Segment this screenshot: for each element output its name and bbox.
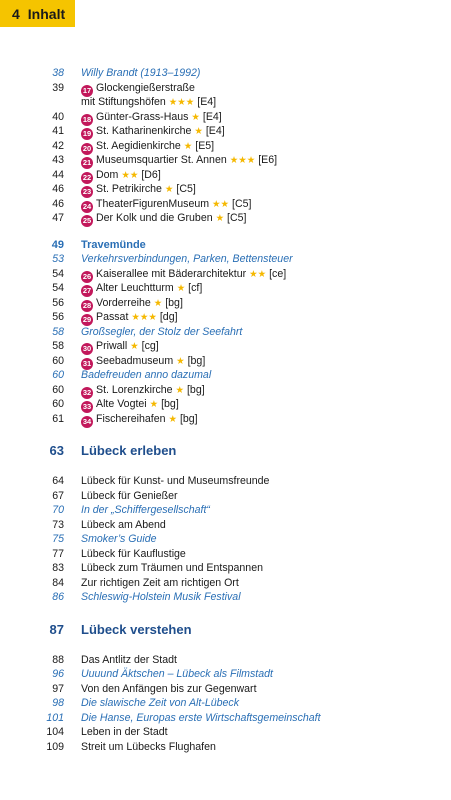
toc-entry[interactable] [0, 561, 451, 576]
entry-text [81, 238, 146, 253]
entry-title: mit Stiftungshöfen [81, 96, 166, 108]
entry-text [81, 667, 273, 682]
entry-title: Lübeck für Genießer [81, 489, 178, 502]
rating-stars: ★ [183, 140, 193, 152]
sight-number-badge: 23 [82, 187, 92, 196]
toc-feature-entry[interactable] [0, 66, 451, 81]
entry-text [81, 653, 177, 668]
entry-text [81, 66, 200, 81]
toc-feature-entry[interactable] [0, 368, 451, 383]
entry-title: Lübeck am Abend [81, 518, 166, 531]
page-ref: 53 [52, 253, 64, 265]
entry-title: Verkehrsverbindungen, Parken, Bettensteuer [81, 253, 293, 265]
sight-number-badge: 32 [82, 387, 92, 397]
page-ref: 73 [52, 518, 64, 531]
page-ref: 60 [52, 383, 64, 396]
entry-text [81, 95, 216, 111]
entry-title: St. Katharinenkirche [96, 125, 192, 137]
map-grid-ref: [bg] [179, 412, 198, 425]
toc-entry[interactable] [0, 412, 451, 427]
page-ref: 47 [52, 212, 64, 224]
spacer [0, 605, 451, 619]
toc-entry[interactable] [0, 95, 451, 110]
entry-title: Lübeck für Kauflustige [81, 547, 186, 560]
entry-title: Uuuund Äktschen – Lübeck als Filmstadt [81, 668, 273, 680]
sight-number-badge: 22 [82, 172, 92, 182]
page-ref: 101 [46, 711, 64, 724]
page-ref: 77 [52, 547, 64, 560]
map-grid-ref: [ce] [269, 267, 287, 280]
entry-title: Museumsquartier St. Annen [96, 154, 227, 166]
toc-section-heading[interactable] [0, 440, 451, 462]
rating-stars: ★★★ [229, 155, 256, 166]
page-ref: 88 [52, 653, 64, 666]
entry-text [81, 547, 186, 562]
entry-text [81, 590, 241, 605]
entry-title: Zur richtigen Zeit am richtigen Ort [81, 576, 239, 589]
page-ref: 86 [52, 591, 64, 603]
entry-text [81, 682, 257, 697]
map-grid-ref: [E4] [197, 96, 217, 108]
entry-text [81, 576, 239, 591]
rating-stars: ★ [194, 126, 203, 137]
page-ref: 84 [52, 576, 64, 589]
entry-title: Kaiserallee mit Bäderarchitektur [96, 267, 247, 280]
entry-text [81, 619, 192, 641]
sight-number-badge: 30 [82, 344, 92, 353]
map-grid-ref: [D6] [141, 168, 161, 181]
page-ref: 54 [52, 282, 64, 294]
sight-number-badge: 24 [82, 201, 92, 211]
map-grid-ref: [bg] [165, 296, 183, 309]
entry-title: Lübeck erleben [81, 443, 177, 458]
map-grid-ref: [E5] [195, 139, 215, 152]
toc-subsection[interactable] [0, 238, 451, 253]
rating-stars: ★★ [121, 169, 139, 181]
rating-stars: ★ [149, 399, 159, 410]
entry-text [81, 325, 242, 340]
entry-title: St. Lorenzkirche [96, 383, 173, 396]
toc-feature-entry[interactable] [0, 590, 451, 605]
map-grid-ref: [cf] [188, 282, 203, 294]
rating-stars: ★ [176, 355, 185, 367]
entry-title: Fischereihafen [96, 412, 166, 425]
page-ref: 61 [52, 412, 64, 425]
sight-number-badge: 27 [82, 286, 92, 295]
page-ref: 60 [52, 398, 64, 410]
toc-entry[interactable] [0, 81, 451, 96]
entry-title: Lübeck verstehen [81, 621, 192, 637]
entry-title: TheaterFigurenMuseum [96, 197, 210, 210]
entry-title: Badefreuden anno dazumal [81, 369, 212, 381]
entry-text [81, 211, 246, 227]
entry-title: Seebadmuseum [96, 354, 174, 367]
table-of-contents [0, 66, 451, 754]
entry-title: Streit um Lübecks Flughafen [81, 740, 216, 753]
toc-section-heading[interactable] [0, 619, 451, 641]
rating-stars: ★ [191, 111, 200, 123]
page-number: 4 [0, 0, 26, 27]
page-ref: 97 [52, 682, 64, 695]
page-ref: 98 [52, 697, 64, 709]
entry-text [81, 503, 210, 518]
entry-text [81, 725, 168, 740]
entry-title: Passat [96, 311, 129, 323]
page-ref: 39 [52, 81, 64, 94]
toc-entry[interactable] [0, 397, 451, 412]
entry-text [81, 440, 176, 462]
entry-title: Lübeck für Kunst- und Museumsfreunde [81, 475, 270, 487]
toc-feature-entry[interactable] [0, 667, 451, 682]
page-ref: 109 [46, 740, 64, 753]
sight-number-badge: 34 [82, 416, 92, 426]
toc-entry[interactable] [0, 547, 451, 562]
entry-title: Vorderreihe [96, 296, 151, 309]
page-ref: 104 [46, 726, 64, 738]
sight-number-badge: 33 [82, 402, 92, 411]
toc-entry[interactable] [0, 267, 451, 282]
page-ref: 44 [52, 168, 64, 181]
entry-title: Alter Leuchtturm [96, 282, 174, 294]
entry-text [81, 696, 239, 711]
map-grid-ref: [E6] [258, 154, 278, 166]
page-ref: 46 [52, 183, 64, 195]
entry-title: Lübeck zum Träumen und Entspannen [81, 562, 263, 574]
rating-stars: ★ [215, 213, 225, 224]
map-grid-ref: [bg] [187, 354, 206, 367]
page-ref: 58 [52, 340, 64, 352]
entry-title: Willy Brandt (1913–1992) [81, 67, 201, 79]
entry-title: Alte Vogtei [96, 398, 147, 410]
page-ref: 87 [49, 621, 64, 637]
page-ref: 56 [52, 296, 64, 309]
toc-entry[interactable] [0, 168, 451, 183]
map-grid-ref: [E4] [205, 125, 225, 137]
rating-stars: ★ [153, 297, 163, 309]
entry-text [81, 474, 269, 489]
page-ref: 60 [52, 369, 64, 381]
toc-feature-entry[interactable] [0, 325, 451, 340]
spacer [0, 462, 451, 474]
rating-stars: ★ [175, 384, 185, 396]
map-grid-ref: [E4] [202, 110, 222, 123]
map-grid-ref: [cg] [141, 340, 159, 352]
sight-number-badge: 18 [82, 114, 92, 124]
page-ref: 58 [52, 325, 64, 338]
rating-stars: ★ [130, 341, 139, 352]
rating-stars: ★★ [212, 198, 230, 210]
page-ref: 49 [51, 238, 64, 251]
sight-number-badge: 20 [82, 143, 92, 153]
toc-entry[interactable] [0, 281, 451, 296]
sight-number-badge: 19 [82, 129, 92, 138]
page-ref: 56 [52, 311, 64, 323]
page-ref: 67 [52, 489, 64, 502]
entry-title: In der „Schiffergesellschaft“ [81, 504, 210, 516]
page-ref: 83 [52, 562, 64, 574]
entry-title: Priwall [96, 340, 128, 352]
entry-text [81, 368, 211, 383]
toc-entry[interactable] [0, 740, 451, 755]
entry-text [81, 412, 198, 428]
map-grid-ref: [bg] [186, 383, 205, 396]
entry-text [81, 518, 166, 533]
sight-number-badge: 26 [82, 271, 92, 281]
page-ref: 60 [52, 354, 64, 367]
page-ref: 54 [52, 267, 64, 280]
sight-number-badge: 29 [82, 315, 92, 324]
toc-entry[interactable] [0, 211, 451, 226]
page-title: Inhalt [26, 0, 75, 27]
sight-number-badge: 17 [82, 85, 92, 95]
entry-text [81, 711, 321, 726]
toc-feature-entry[interactable] [0, 696, 451, 711]
entry-title: St. Petrikirche [96, 183, 162, 195]
toc-entry[interactable] [0, 653, 451, 668]
sight-number-badge: 31 [82, 358, 92, 368]
page-ref: 46 [52, 197, 64, 210]
entry-title: St. Aegidienkirche [96, 139, 181, 152]
entry-title: Leben in der Stadt [81, 726, 168, 738]
spacer [0, 426, 451, 440]
toc-feature-entry[interactable] [0, 503, 451, 518]
page-ref: 70 [52, 504, 64, 516]
toc-entry[interactable] [0, 110, 451, 125]
rating-stars: ★ [176, 283, 186, 294]
page-ref: 41 [52, 125, 64, 137]
map-grid-ref: [C5] [232, 197, 252, 210]
toc-feature-entry[interactable] [0, 532, 451, 547]
rating-stars: ★★★ [131, 312, 157, 323]
sight-number-badge: 25 [82, 216, 92, 225]
entry-title: Die slawische Zeit von Alt-Lübeck [81, 697, 239, 709]
rating-stars: ★ [164, 184, 174, 195]
toc-entry[interactable] [0, 296, 451, 311]
toc-entry[interactable] [0, 139, 451, 154]
entry-title: Dom [96, 168, 119, 181]
page-ref: 42 [52, 139, 64, 152]
toc-entry[interactable] [0, 576, 451, 591]
entry-title: Das Antlitz der Stadt [81, 653, 177, 666]
toc-entry[interactable] [0, 310, 451, 325]
toc-entry[interactable] [0, 489, 451, 504]
entry-title: Von den Anfängen bis zur Gegenwart [81, 682, 257, 695]
entry-title: Die Hanse, Europas erste Wirtschaftsgemeinschaft [81, 711, 321, 724]
toc-feature-entry[interactable] [0, 252, 451, 267]
toc-entry[interactable] [0, 383, 451, 398]
entry-title: Günter-Grass-Haus [96, 110, 189, 123]
toc-entry[interactable] [0, 153, 451, 168]
toc-entry[interactable] [0, 197, 451, 212]
map-grid-ref: [bg] [161, 398, 179, 410]
page-ref: 43 [52, 154, 64, 166]
sight-number-badge: 21 [82, 158, 92, 167]
toc-entry[interactable] [0, 354, 451, 369]
toc-entry[interactable] [0, 682, 451, 697]
entry-title: Travemünde [81, 238, 146, 251]
entry-title: Großsegler, der Stolz der Seefahrt [81, 325, 243, 338]
page-ref: 38 [52, 67, 64, 79]
rating-stars: ★ [168, 413, 177, 425]
entry-text [81, 561, 263, 576]
entry-title: Smoker’s Guide [81, 533, 157, 545]
map-grid-ref: [dg] [159, 311, 178, 323]
toc-entry[interactable] [0, 124, 451, 139]
toc-entry[interactable] [0, 339, 451, 354]
toc-entry[interactable] [0, 474, 451, 489]
toc-feature-entry[interactable] [0, 711, 451, 726]
spacer [0, 641, 451, 653]
entry-text [81, 532, 157, 547]
entry-text [81, 489, 178, 504]
toc-entry[interactable] [0, 518, 451, 533]
rating-stars: ★★★ [168, 97, 195, 108]
page-ref: 40 [52, 110, 64, 123]
page-ref: 64 [52, 475, 64, 487]
page-ref: 75 [52, 533, 64, 545]
entry-title: Der Kolk und die Gruben [96, 212, 213, 224]
page-ref: 63 [49, 443, 64, 458]
map-grid-ref: [C5] [176, 183, 196, 195]
toc-entry[interactable] [0, 182, 451, 197]
entry-text [81, 252, 293, 267]
entry-title: Schleswig-Holstein Musik Festival [81, 591, 241, 603]
page-ref: 96 [52, 668, 64, 680]
rating-stars: ★★ [249, 268, 267, 280]
map-grid-ref: [C5] [227, 212, 247, 224]
entry-title: Glockengießerstraße [96, 81, 195, 94]
sight-number-badge: 28 [82, 300, 92, 310]
page-header [0, 0, 75, 27]
spacer [0, 226, 451, 238]
entry-text [81, 740, 216, 755]
toc-entry[interactable] [0, 725, 451, 740]
